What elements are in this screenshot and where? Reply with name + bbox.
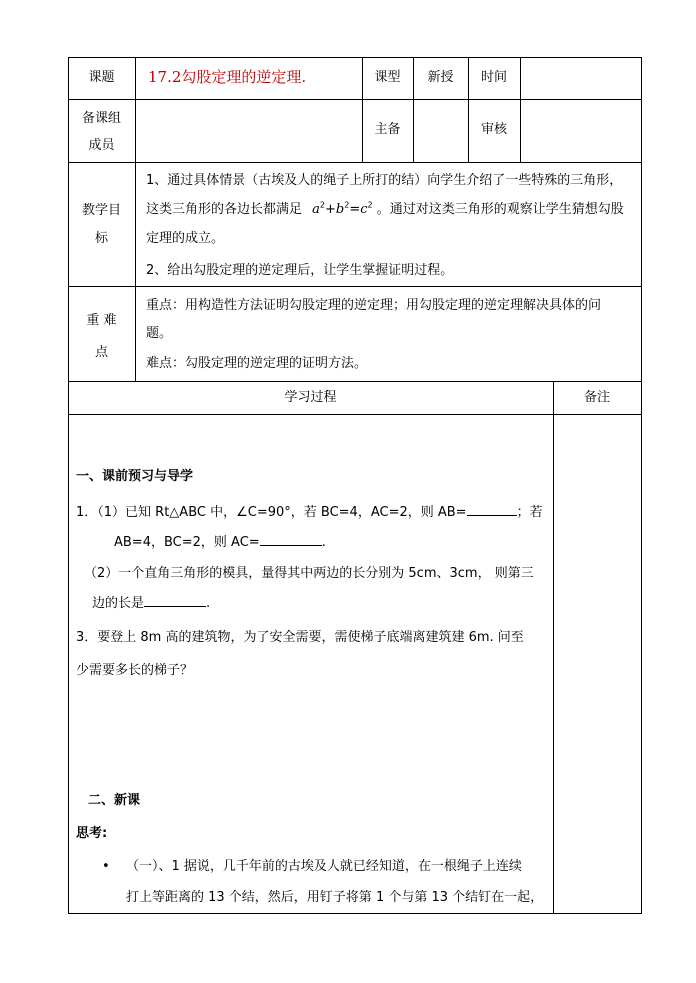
question-3-line-1: 3．要登上 8m 高的建筑物，为了安全需要，需使梯子底端离建筑建 6m. 问至 <box>76 630 524 645</box>
type-label: 课型 <box>374 70 401 85</box>
new-lesson-line-2: 打上等距离的 13 个结，然后，用钉子将第 1 个与第 13 个结钉在一起， <box>126 890 544 905</box>
difficult-point: 难点：勾股定理的逆定理的证明方法。 <box>146 356 368 371</box>
key-point-line-2: 题。 <box>146 326 173 341</box>
type-value: 新授 <box>427 70 454 85</box>
section-preview-title: 一、课前预习与导学 <box>76 469 194 484</box>
question-1-line-2: AB=4，BC=2，则 AC= . <box>114 535 326 550</box>
goal-line-1: 1、通过具体情景（古埃及人的绳子上所打的结）向学生介绍了一些特殊的三角形， <box>146 173 623 188</box>
question-1-line-1: 1．（1）已知 Rt△ABC 中，∠C=90°，若 BC=4，AC=2，则 AB= ；若 <box>76 505 543 520</box>
think-label: 思考: <box>76 826 108 841</box>
new-lesson-line-1: （一）、1 据说，几千年前的古埃及人就已经知道，在一根绳子上连续 <box>126 859 522 874</box>
notes-header: 备注 <box>583 390 610 405</box>
lesson-plan-table <box>68 57 642 914</box>
answer-blank-ab <box>467 503 517 516</box>
time-label: 时间 <box>480 70 507 85</box>
bullet-icon: • <box>102 859 110 874</box>
goals-label-2: 标 <box>94 231 108 246</box>
goals-label-1: 教学目 <box>81 203 121 218</box>
goal-line-3: 定理的成立。 <box>146 231 225 246</box>
review-label: 审核 <box>480 122 507 137</box>
group-label-2: 成员 <box>88 138 115 153</box>
question-2-line-2: 边的长是 . <box>92 596 211 611</box>
goal-line-2: 这类三角形的各边长都满足 $a^2+b^2=c^2$ 。通过对这类三角形的观察让学生猜想勾股 <box>146 200 624 217</box>
topic-label: 课题 <box>88 70 115 85</box>
group-label-1: 备课组 <box>81 111 121 126</box>
question-3-line-2: 少需要多长的梯子？ <box>76 663 194 678</box>
difficulty-label-1: 重 难 <box>86 313 117 328</box>
question-2-line-1: （2）一个直角三角形的模具，量得其中两边的长分别为 5cm、3cm， 则第三 <box>84 566 534 581</box>
goal-line-4: 2、给出勾股定理的逆定理后，让学生掌握证明过程。 <box>146 263 454 278</box>
lesson-title: 17.2勾股定理的逆定理. <box>148 68 307 86</box>
answer-blank-ac <box>260 533 322 546</box>
process-header: 学习过程 <box>284 390 337 405</box>
pythagorean-formula: $a^2+b^2=c^2$ <box>312 200 373 217</box>
key-point-line-1: 重点：用构造性方法证明勾股定理的逆定理；用勾股定理的逆定理解决具体的问 <box>146 298 602 313</box>
lead-label: 主备 <box>374 122 401 137</box>
answer-blank-third-side <box>144 594 206 607</box>
section-new-lesson-title: 二、新课 <box>88 793 141 808</box>
difficulty-label-2: 点 <box>94 345 108 360</box>
